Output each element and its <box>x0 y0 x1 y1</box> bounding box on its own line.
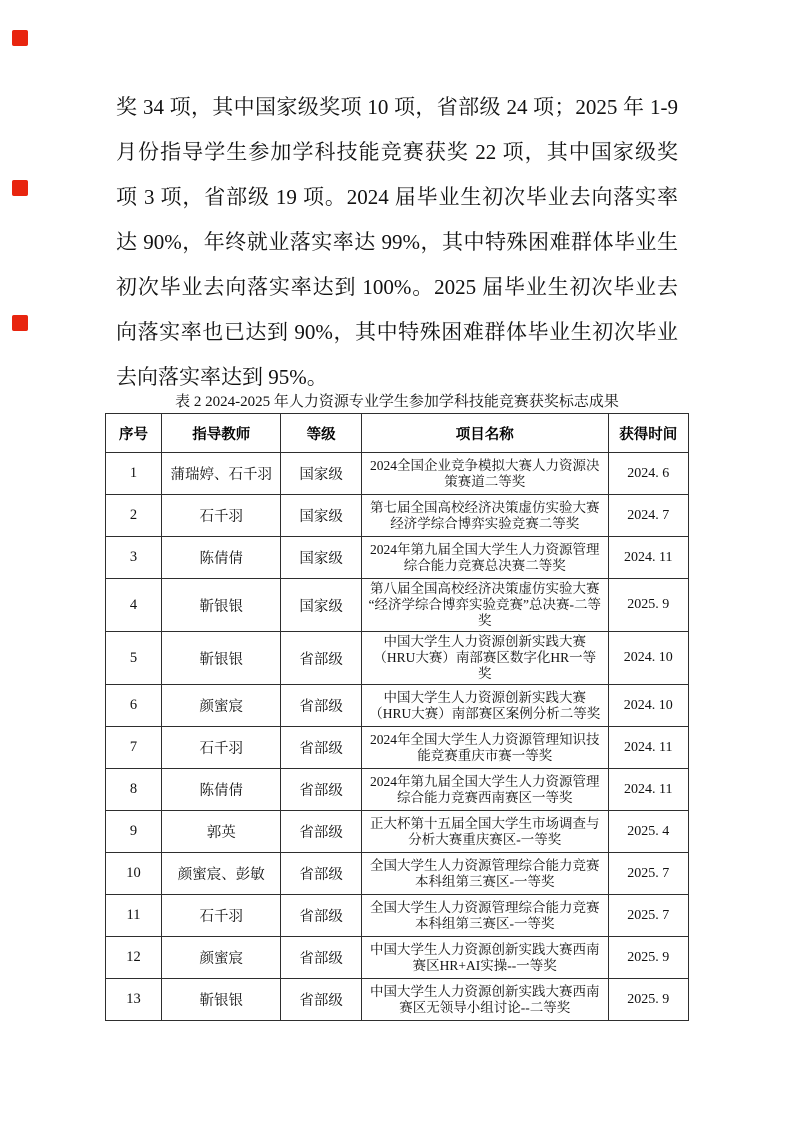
cell-teacher: 颜蜜宸 <box>161 685 281 727</box>
cell-teacher: 郭英 <box>161 811 281 853</box>
paragraph-line: 初次毕业去向落实率达到 100%。2025 届毕业生初次毕业去 <box>116 275 678 299</box>
table-row <box>106 769 689 811</box>
table-row <box>106 853 689 895</box>
cell-index: 11 <box>106 895 162 937</box>
cell-project: 2024年全国大学生人力资源管理知识技能竞赛重庆市赛一等奖 <box>361 727 608 769</box>
table-row <box>106 685 689 727</box>
cell-index: 8 <box>106 769 162 811</box>
cell-project: 全国大学生人力资源管理综合能力竞赛本科组第三赛区-一等奖 <box>361 853 608 895</box>
cell-index: 10 <box>106 853 162 895</box>
col-header-date: 获得时间 <box>608 414 688 453</box>
paragraph-line: 奖 34 项，其中国家级奖项 10 项，省部级 24 项；2025 年 1-9 <box>116 95 678 119</box>
cell-date: 2024. 11 <box>608 769 688 811</box>
red-marker-icon <box>12 180 28 196</box>
cell-date: 2024. 7 <box>608 495 688 537</box>
body-paragraph <box>116 85 678 400</box>
cell-date: 2024. 11 <box>608 727 688 769</box>
cell-level: 省部级 <box>281 727 361 769</box>
cell-project: 2024年第九届全国大学生人力资源管理综合能力竞赛西南赛区一等奖 <box>361 769 608 811</box>
cell-index: 5 <box>106 632 162 685</box>
cell-teacher: 石千羽 <box>161 895 281 937</box>
cell-date: 2025. 7 <box>608 895 688 937</box>
cell-teacher: 陈倩倩 <box>161 537 281 579</box>
cell-index: 3 <box>106 537 162 579</box>
col-header-level: 等级 <box>281 414 361 453</box>
table-row <box>106 632 689 685</box>
cell-level: 省部级 <box>281 811 361 853</box>
cell-teacher: 石千羽 <box>161 495 281 537</box>
paragraph-line: 向落实率也已达到 90%，其中特殊困难群体毕业生初次毕业 <box>116 320 678 344</box>
red-marker-icon <box>12 315 28 331</box>
cell-date: 2024. 6 <box>608 453 688 495</box>
cell-level: 省部级 <box>281 979 361 1021</box>
table-row <box>106 453 689 495</box>
paragraph-line: 达 90%，年终就业落实率达 99%，其中特殊困难群体毕业生 <box>116 230 678 254</box>
cell-project: 中国大学生人力资源创新实践大赛（HRU大赛）南部赛区案例分析二等奖 <box>361 685 608 727</box>
table-row <box>106 727 689 769</box>
table-row <box>106 979 689 1021</box>
cell-index: 6 <box>106 685 162 727</box>
cell-teacher: 靳银银 <box>161 579 281 632</box>
cell-level: 国家级 <box>281 579 361 632</box>
cell-level: 国家级 <box>281 537 361 579</box>
cell-project: 全国大学生人力资源管理综合能力竞赛本科组第三赛区-一等奖 <box>361 895 608 937</box>
cell-date: 2025. 9 <box>608 937 688 979</box>
table-row <box>106 495 689 537</box>
cell-index: 13 <box>106 979 162 1021</box>
col-header-teacher: 指导教师 <box>161 414 281 453</box>
cell-project: 正大杯第十五届全国大学生市场调查与分析大赛重庆赛区-一等奖 <box>361 811 608 853</box>
cell-date: 2025. 7 <box>608 853 688 895</box>
cell-teacher: 颜蜜宸 <box>161 937 281 979</box>
cell-date: 2025. 9 <box>608 579 688 632</box>
cell-date: 2025. 9 <box>608 979 688 1021</box>
table-row <box>106 895 689 937</box>
cell-project: 2024年第九届全国大学生人力资源管理综合能力竞赛总决赛二等奖 <box>361 537 608 579</box>
cell-project: 2024全国企业竞争模拟大赛人力资源决策赛道二等奖 <box>361 453 608 495</box>
cell-date: 2024. 10 <box>608 632 688 685</box>
cell-index: 7 <box>106 727 162 769</box>
cell-teacher: 蒲瑞婷、石千羽 <box>161 453 281 495</box>
cell-index: 1 <box>106 453 162 495</box>
cell-project: 中国大学生人力资源创新实践大赛西南赛区无领导小组讨论--二等奖 <box>361 979 608 1021</box>
cell-date: 2024. 10 <box>608 685 688 727</box>
table-row <box>106 811 689 853</box>
col-header-project: 项目名称 <box>361 414 608 453</box>
table-caption: 表 2 2024-2025 年人力资源专业学生参加学科技能竞赛获奖标志成果 <box>175 394 619 410</box>
cell-index: 4 <box>106 579 162 632</box>
cell-project: 第八届全国高校经济决策虚仿实验大赛“经济学综合博弈实验竞赛”总决赛-二等奖 <box>361 579 608 632</box>
cell-index: 9 <box>106 811 162 853</box>
table-row <box>106 579 689 632</box>
cell-teacher: 陈倩倩 <box>161 769 281 811</box>
cell-level: 省部级 <box>281 937 361 979</box>
cell-level: 省部级 <box>281 895 361 937</box>
cell-level: 省部级 <box>281 853 361 895</box>
cell-level: 国家级 <box>281 495 361 537</box>
red-marker-icon <box>12 30 28 46</box>
table-header-row <box>106 414 689 453</box>
paragraph-line: 去向落实率达到 95%。 <box>116 365 328 389</box>
cell-level: 省部级 <box>281 685 361 727</box>
cell-teacher: 靳银银 <box>161 632 281 685</box>
cell-index: 2 <box>106 495 162 537</box>
col-header-index: 序号 <box>106 414 162 453</box>
table-row <box>106 537 689 579</box>
cell-project: 中国大学生人力资源创新实践大赛西南赛区HR+AI实操--一等奖 <box>361 937 608 979</box>
paragraph-line: 项 3 项，省部级 19 项。2024 届毕业生初次毕业去向落实率 <box>116 185 678 209</box>
cell-teacher: 颜蜜宸、彭敏 <box>161 853 281 895</box>
cell-date: 2025. 4 <box>608 811 688 853</box>
cell-date: 2024. 11 <box>608 537 688 579</box>
cell-project: 第七届全国高校经济决策虚仿实验大赛经济学综合博弈实验竞赛二等奖 <box>361 495 608 537</box>
awards-table <box>105 413 689 1021</box>
table-row <box>106 937 689 979</box>
cell-teacher: 石千羽 <box>161 727 281 769</box>
cell-level: 省部级 <box>281 769 361 811</box>
paragraph-line: 月份指导学生参加学科技能竞赛获奖 22 项，其中国家级奖 <box>116 140 678 164</box>
cell-project: 中国大学生人力资源创新实践大赛（HRU大赛）南部赛区数字化HR一等奖 <box>361 632 608 685</box>
cell-index: 12 <box>106 937 162 979</box>
cell-level: 省部级 <box>281 632 361 685</box>
cell-teacher: 靳银银 <box>161 979 281 1021</box>
cell-level: 国家级 <box>281 453 361 495</box>
